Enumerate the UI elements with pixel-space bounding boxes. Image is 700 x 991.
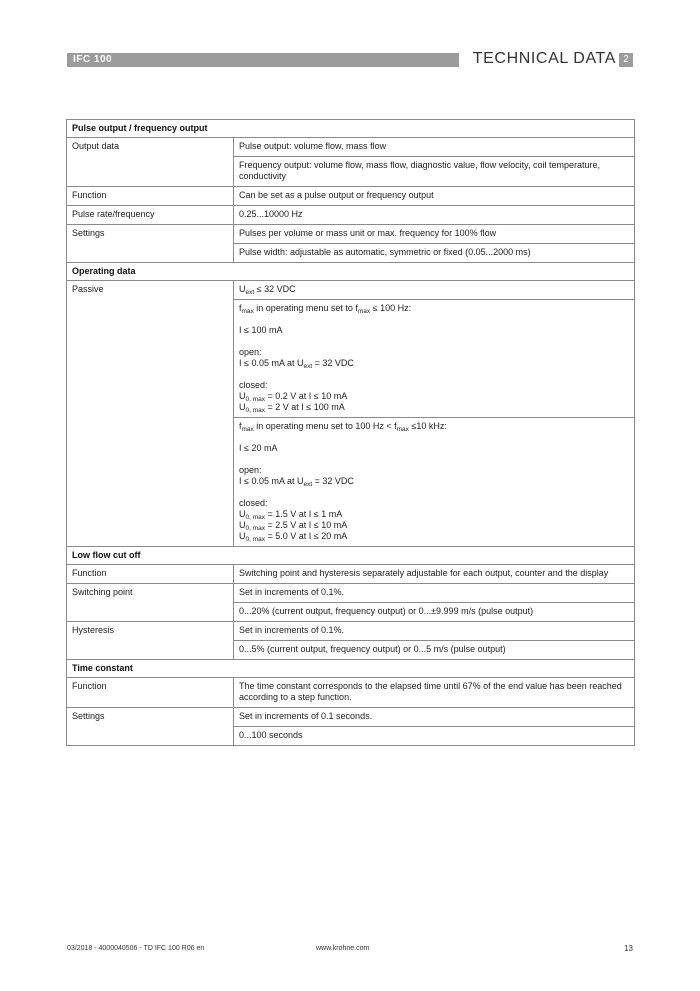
row-value: $f_{max}$ in operating menu set to $f_{max} \le 100$ Hz: I ≤ 100 mA open: I ≤ 0.05 mA at $U_{ext} = 32$ VDC closed: $U_{0, max} = 0.2$ V at I ≤ 10 mA $U_{0, max} = 2$ V at I ≤ 100 mA (234, 300, 635, 418)
row-label: Function (67, 678, 234, 708)
page-number: 13 (624, 944, 633, 953)
row-label: Settings (67, 225, 234, 244)
table-row (67, 584, 635, 603)
row-label: Passive (67, 281, 234, 300)
row-value: 0...20% (current output, frequency output) or 0...±9.999 m/s (pulse output) (234, 603, 635, 622)
header-bar (67, 53, 459, 67)
section-title: TECHNICAL DATA (472, 50, 616, 67)
table-row (67, 300, 635, 418)
section-title-pulse-output: Pulse output / frequency output (67, 120, 635, 138)
chapter-number: 2 (619, 53, 633, 67)
row-label: Function (67, 565, 234, 584)
table-row (67, 157, 635, 187)
section-title-time-constant: Time constant (67, 660, 635, 678)
row-value: Pulse width: adjustable as automatic, symmetric or fixed (0.05...2000 ms) (234, 244, 635, 263)
row-value: $U_{ext} \le 32$ VDC (234, 281, 635, 300)
row-label: Output data (67, 138, 234, 157)
table-row (67, 708, 635, 727)
section-row-pulse-output (67, 120, 635, 138)
row-value: 0.25...10000 Hz (234, 206, 635, 225)
row-label: Switching point (67, 584, 234, 603)
row-value: Pulse output: volume flow, mass flow (234, 138, 635, 157)
section-row-low-flow-cut-off (67, 547, 635, 565)
table-row (67, 603, 635, 622)
row-value: $f_{max}$ in operating menu set to 100 $Hz < f_{max} \le 10$ kHz: I ≤ 20 mA open: I ≤ 0.05 mA at $U_{ext} = 32$ VDC closed: $U_{0, max} = 1.5$ V at I ≤ 1 mA $U_{0, max} = 2.5$ V at I ≤ 10 mA $U_{0, max} = 5.0$ V at I ≤ 20 mA (234, 418, 635, 547)
section-row-time-constant (67, 660, 635, 678)
table-row (67, 244, 635, 263)
row-label: Hysteresis (67, 622, 234, 641)
page-header (67, 50, 633, 67)
row-value: Set in increments of 0.1 seconds. (234, 708, 635, 727)
product-name: IFC 100 (73, 54, 113, 65)
row-value: Set in increments of 0.1%. (234, 584, 635, 603)
website-link[interactable]: www.krohne.com (316, 945, 370, 952)
table-row (67, 565, 635, 584)
row-value: Can be set as a pulse output or frequency output (234, 187, 635, 206)
row-value: Pulses per volume or mass unit or max. frequency for 100% flow (234, 225, 635, 244)
technical-data-table (66, 119, 635, 746)
row-value: 0...100 seconds (234, 727, 635, 746)
table-row (67, 418, 635, 547)
section-title-operating-data: Operating data (67, 263, 635, 281)
row-label: Settings (67, 708, 234, 727)
table-row (67, 206, 635, 225)
section-row-operating-data (67, 263, 635, 281)
page-footer (67, 943, 633, 955)
table-row (67, 641, 635, 660)
section-title-low-flow-cut-off: Low flow cut off (67, 547, 635, 565)
row-label: Pulse rate/frequency (67, 206, 234, 225)
table-row (67, 225, 635, 244)
row-label: Function (67, 187, 234, 206)
table-row (67, 678, 635, 708)
document-reference: 03/2018 - 4000040506 - TD IFC 100 R06 en (67, 945, 205, 952)
table-row (67, 138, 635, 157)
table-row (67, 622, 635, 641)
table-row (67, 727, 635, 746)
row-value: The time constant corresponds to the elapsed time until 67% of the end value has been reached according to a step function. (234, 678, 635, 708)
row-value: 0...5% (current output, frequency output) or 0...5 m/s (pulse output) (234, 641, 635, 660)
row-value: Frequency output: volume flow, mass flow, diagnostic value, flow velocity, coil temperature, conductivity (234, 157, 635, 187)
row-value: Set in increments of 0.1%. (234, 622, 635, 641)
table-row (67, 187, 635, 206)
row-value: Switching point and hysteresis separately adjustable for each output, counter and the display (234, 565, 635, 584)
table-row (67, 281, 635, 300)
